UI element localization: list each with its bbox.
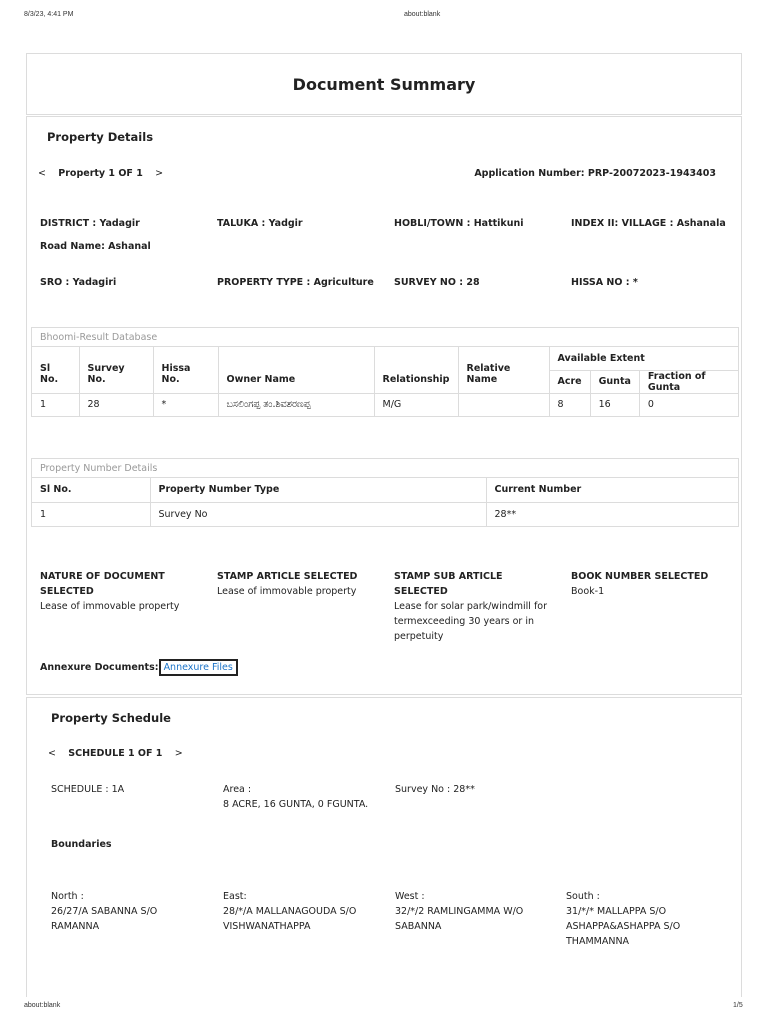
col-owner-name: Owner Name [218, 347, 374, 393]
stamp-sub-article [394, 569, 559, 644]
annexure-files-button[interactable]: Annexure Files [159, 659, 238, 676]
stamp-sub-article-value: Lease for solar park/windmill for termexceeding 30 years or in perpetuity [394, 601, 548, 642]
next-property-button[interactable]: > [155, 168, 164, 179]
col-pn-type: Property Number Type [150, 478, 486, 502]
boundary-north [51, 889, 201, 934]
col-available-extent: Available Extent [549, 347, 738, 370]
title-card [26, 53, 742, 115]
footer-url: about:blank [24, 1002, 61, 1009]
taluka-field: TALUKA : Yadgir [217, 218, 303, 229]
bhoomi-table-caption: Bhoomi-Result Database [32, 328, 738, 347]
boundary-east [223, 889, 378, 934]
boundary-west [395, 889, 545, 934]
south-value: 31/*/* MALLAPPA S/O ASHAPPA&ASHAPPA S/O THAMMANNA [566, 906, 681, 947]
print-datetime: 8/3/23, 4:41 PM [24, 11, 74, 18]
property-number-table [31, 458, 739, 527]
cell-relative-name [458, 393, 549, 416]
west-value: 32/*/2 RAMLINGAMMA W/O SABANNA [395, 906, 524, 932]
footer-page-number: 1/5 [733, 1002, 743, 1009]
schedule-pager-label: SCHEDULE 1 OF 1 [68, 748, 163, 759]
property-details-card [26, 116, 742, 695]
col-relationship: Relationship [374, 347, 458, 393]
prev-schedule-button[interactable]: < [48, 748, 56, 759]
bhoomi-header-row [32, 347, 738, 370]
cell-pn-type: Survey No [150, 502, 486, 526]
road-name-field: Road Name: Ashanal [40, 241, 151, 252]
survey-no-field: SURVEY NO : 28 [394, 277, 480, 288]
area-label: Area : [223, 784, 252, 795]
col-relative-name: Relative Name [458, 347, 549, 393]
nature-label: NATURE OF DOCUMENT SELECTED [40, 571, 165, 597]
property-number-header-row [32, 478, 738, 502]
col-fraction-gunta: Fraction of Gunta [639, 370, 738, 393]
south-label: South : [566, 891, 600, 902]
next-schedule-button[interactable]: > [174, 748, 183, 759]
sro-field: SRO : Yadagiri [40, 277, 117, 288]
cell-pn-sl-no: 1 [32, 502, 150, 526]
print-url: about:blank [404, 11, 441, 18]
col-survey-no: Survey No. [79, 347, 153, 393]
col-pn-current: Current Number [486, 478, 738, 502]
col-hissa-no: Hissa No. [153, 347, 218, 393]
cell-sl-no: 1 [32, 393, 79, 416]
schedule-survey-no: Survey No : 28** [395, 784, 475, 795]
cell-relationship: M/G [374, 393, 458, 416]
west-label: West : [395, 891, 425, 902]
cell-pn-current: 28** [486, 502, 738, 526]
bhoomi-result-table [31, 327, 739, 417]
annexure-label: Annexure Documents: [40, 662, 159, 673]
nature-value: Lease of immovable property [40, 601, 180, 612]
schedule-pager [48, 748, 183, 759]
table-row [32, 393, 738, 416]
stamp-article [217, 569, 387, 599]
north-label: North : [51, 891, 84, 902]
col-sl-no: Sl No. [32, 347, 79, 393]
district-field: DISTRICT : Yadagir [40, 218, 140, 229]
stamp-article-label: STAMP ARTICLE SELECTED [217, 571, 358, 582]
col-acre: Acre [549, 370, 590, 393]
property-number-caption: Property Number Details [32, 459, 738, 478]
book-number [571, 569, 736, 599]
nature-of-document [40, 569, 200, 614]
north-value: 26/27/A SABANNA S/O RAMANNA [51, 906, 158, 932]
schedule-id: SCHEDULE : 1A [51, 784, 125, 795]
boundaries-title: Boundaries [51, 839, 112, 850]
col-gunta: Gunta [590, 370, 639, 393]
cell-fraction-gunta: 0 [639, 393, 738, 416]
stamp-article-value: Lease of immovable property [217, 586, 357, 597]
stamp-sub-article-label: STAMP SUB ARTICLE SELECTED [394, 571, 503, 597]
property-schedule-card [26, 697, 742, 997]
property-pager [38, 168, 163, 179]
schedule-area [223, 782, 368, 812]
book-number-label: BOOK NUMBER SELECTED [571, 571, 709, 582]
hissa-no-field: HISSA NO : * [571, 277, 638, 288]
area-value: 8 ACRE, 16 GUNTA, 0 FGUNTA. [223, 799, 369, 810]
cell-survey-no: 28 [79, 393, 153, 416]
village-field: INDEX II: VILLAGE : Ashanala [571, 218, 726, 229]
property-details-title: Property Details [47, 130, 154, 144]
table-row [32, 502, 738, 526]
cell-gunta: 16 [590, 393, 639, 416]
application-number: Application Number: PRP-20072023-1943403 [474, 168, 716, 179]
east-label: East: [223, 891, 247, 902]
cell-acre: 8 [549, 393, 590, 416]
annexure-row [40, 659, 238, 676]
property-schedule-title: Property Schedule [51, 711, 171, 725]
prev-property-button[interactable]: < [38, 168, 46, 179]
book-number-value: Book-1 [571, 586, 605, 597]
property-pager-label: Property 1 OF 1 [58, 168, 143, 179]
boundary-south [566, 889, 706, 949]
cell-owner-name: ಬಸಲಿಂಗಪ್ಪ ತಂ.ಶಿವಶರಣಪ್ಪ [218, 393, 374, 416]
property-type-field: PROPERTY TYPE : Agriculture [217, 277, 374, 288]
east-value: 28/*/A MALLANAGOUDA S/O VISHWANATHAPPA [223, 906, 357, 932]
cell-hissa-no: * [153, 393, 218, 416]
page-title: Document Summary [292, 74, 476, 94]
hobli-field: HOBLI/TOWN : Hattikuni [394, 218, 524, 229]
col-pn-sl-no: Sl No. [32, 478, 150, 502]
